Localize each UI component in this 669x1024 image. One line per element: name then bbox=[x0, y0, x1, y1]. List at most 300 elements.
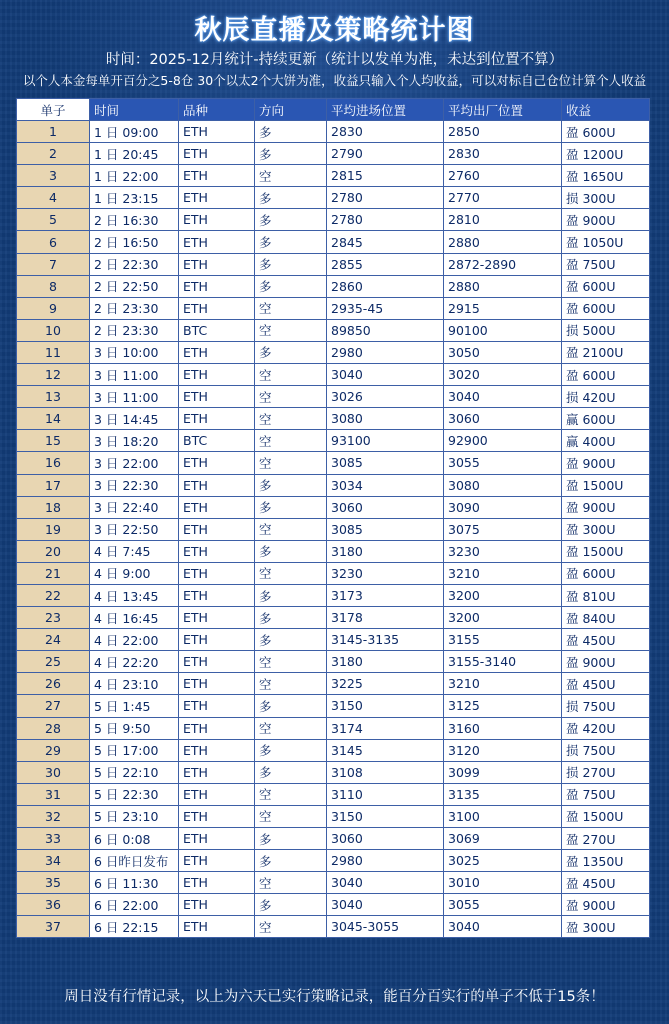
table-row bbox=[17, 143, 650, 165]
cell-time: 2 日 16:50 bbox=[90, 231, 179, 253]
footer-note: 周日没有行情记录，以上为六天已实行策略记录，能百分百实行的单子不低于15条！ bbox=[64, 989, 605, 1005]
cell-profit: 盈 270U bbox=[562, 828, 650, 850]
cell-profit: 盈 1650U bbox=[562, 165, 650, 187]
cell-entry: 3174 bbox=[327, 717, 444, 739]
cell-profit: 盈 810U bbox=[562, 584, 650, 606]
table-row bbox=[17, 739, 650, 761]
cell-asset: ETH bbox=[179, 364, 255, 386]
cell-asset: ETH bbox=[179, 562, 255, 584]
cell-direction: 多 bbox=[255, 828, 327, 850]
table-row bbox=[17, 275, 650, 297]
cell-asset: ETH bbox=[179, 651, 255, 673]
cell-entry: 2790 bbox=[327, 143, 444, 165]
cell-profit: 盈 900U bbox=[562, 496, 650, 518]
cell-time: 6 日昨日发布 bbox=[90, 850, 179, 872]
cell-entry: 3180 bbox=[327, 651, 444, 673]
cell-id: 9 bbox=[17, 297, 90, 319]
cell-time: 3 日 18:20 bbox=[90, 430, 179, 452]
cell-profit: 损 420U bbox=[562, 386, 650, 408]
cell-direction: 多 bbox=[255, 739, 327, 761]
cell-direction: 多 bbox=[255, 761, 327, 783]
table-row bbox=[17, 607, 650, 629]
cell-direction: 空 bbox=[255, 165, 327, 187]
cell-id: 8 bbox=[17, 275, 90, 297]
cell-time: 1 日 23:15 bbox=[90, 187, 179, 209]
table-row bbox=[17, 187, 650, 209]
cell-direction: 多 bbox=[255, 850, 327, 872]
cell-entry: 3145-3135 bbox=[327, 629, 444, 651]
table-row bbox=[17, 474, 650, 496]
cell-id: 24 bbox=[17, 629, 90, 651]
cell-profit: 盈 420U bbox=[562, 717, 650, 739]
cell-exit: 3020 bbox=[444, 364, 562, 386]
trade-table-container bbox=[16, 98, 649, 938]
cell-direction: 多 bbox=[255, 629, 327, 651]
table-row bbox=[17, 783, 650, 805]
table-row bbox=[17, 761, 650, 783]
cell-asset: ETH bbox=[179, 916, 255, 938]
cell-exit: 3230 bbox=[444, 540, 562, 562]
cell-exit: 3125 bbox=[444, 695, 562, 717]
cell-direction: 空 bbox=[255, 717, 327, 739]
cell-time: 3 日 14:45 bbox=[90, 408, 179, 430]
cell-time: 4 日 13:45 bbox=[90, 584, 179, 606]
cell-id: 36 bbox=[17, 894, 90, 916]
cell-id: 4 bbox=[17, 187, 90, 209]
cell-time: 5 日 22:10 bbox=[90, 761, 179, 783]
cell-asset: ETH bbox=[179, 496, 255, 518]
cell-exit: 2880 bbox=[444, 231, 562, 253]
cell-exit: 3010 bbox=[444, 872, 562, 894]
cell-exit: 90100 bbox=[444, 319, 562, 341]
cell-exit: 3050 bbox=[444, 341, 562, 363]
table-row bbox=[17, 121, 650, 143]
cell-profit: 盈 900U bbox=[562, 452, 650, 474]
table-row bbox=[17, 408, 650, 430]
cell-direction: 多 bbox=[255, 496, 327, 518]
cell-exit: 3160 bbox=[444, 717, 562, 739]
cell-direction: 空 bbox=[255, 805, 327, 827]
cell-id: 30 bbox=[17, 761, 90, 783]
cell-time: 6 日 0:08 bbox=[90, 828, 179, 850]
cell-profit: 盈 600U bbox=[562, 297, 650, 319]
cell-exit: 3210 bbox=[444, 673, 562, 695]
cell-profit: 盈 450U bbox=[562, 872, 650, 894]
cell-asset: ETH bbox=[179, 805, 255, 827]
cell-exit: 2915 bbox=[444, 297, 562, 319]
column-header-asset: 品种 bbox=[179, 99, 255, 121]
cell-entry: 2980 bbox=[327, 850, 444, 872]
cell-direction: 多 bbox=[255, 894, 327, 916]
column-header-entry: 平均进场位置 bbox=[327, 99, 444, 121]
cell-exit: 3210 bbox=[444, 562, 562, 584]
cell-id: 28 bbox=[17, 717, 90, 739]
cell-time: 5 日 17:00 bbox=[90, 739, 179, 761]
cell-direction: 多 bbox=[255, 341, 327, 363]
cell-time: 3 日 11:00 bbox=[90, 364, 179, 386]
cell-direction: 空 bbox=[255, 916, 327, 938]
cell-profit: 盈 900U bbox=[562, 209, 650, 231]
cell-entry: 93100 bbox=[327, 430, 444, 452]
cell-profit: 盈 300U bbox=[562, 518, 650, 540]
cell-asset: ETH bbox=[179, 253, 255, 275]
table-row bbox=[17, 386, 650, 408]
cell-asset: ETH bbox=[179, 629, 255, 651]
cell-id: 10 bbox=[17, 319, 90, 341]
cell-profit: 盈 900U bbox=[562, 894, 650, 916]
cell-time: 4 日 22:00 bbox=[90, 629, 179, 651]
cell-exit: 2830 bbox=[444, 143, 562, 165]
column-header-profit: 收益 bbox=[562, 99, 650, 121]
cell-direction: 空 bbox=[255, 651, 327, 673]
cell-asset: ETH bbox=[179, 518, 255, 540]
cell-profit: 盈 1350U bbox=[562, 850, 650, 872]
table-row bbox=[17, 253, 650, 275]
cell-profit: 损 750U bbox=[562, 739, 650, 761]
cell-asset: ETH bbox=[179, 187, 255, 209]
cell-direction: 多 bbox=[255, 143, 327, 165]
cell-entry: 3180 bbox=[327, 540, 444, 562]
cell-direction: 多 bbox=[255, 540, 327, 562]
cell-exit: 2810 bbox=[444, 209, 562, 231]
cell-direction: 空 bbox=[255, 408, 327, 430]
cell-id: 20 bbox=[17, 540, 90, 562]
cell-exit: 2850 bbox=[444, 121, 562, 143]
cell-profit: 盈 1050U bbox=[562, 231, 650, 253]
cell-entry: 3225 bbox=[327, 673, 444, 695]
table-row bbox=[17, 916, 650, 938]
cell-direction: 空 bbox=[255, 673, 327, 695]
cell-time: 4 日 16:45 bbox=[90, 607, 179, 629]
cell-asset: ETH bbox=[179, 761, 255, 783]
cell-entry: 3150 bbox=[327, 695, 444, 717]
cell-entry: 2860 bbox=[327, 275, 444, 297]
cell-entry: 2780 bbox=[327, 209, 444, 231]
cell-time: 6 日 22:00 bbox=[90, 894, 179, 916]
cell-exit: 3040 bbox=[444, 916, 562, 938]
cell-time: 1 日 20:45 bbox=[90, 143, 179, 165]
table-row bbox=[17, 872, 650, 894]
cell-id: 1 bbox=[17, 121, 90, 143]
cell-direction: 空 bbox=[255, 364, 327, 386]
cell-id: 15 bbox=[17, 430, 90, 452]
cell-direction: 多 bbox=[255, 187, 327, 209]
cell-asset: ETH bbox=[179, 275, 255, 297]
table-row bbox=[17, 430, 650, 452]
cell-time: 3 日 22:40 bbox=[90, 496, 179, 518]
cell-id: 23 bbox=[17, 607, 90, 629]
cell-exit: 3100 bbox=[444, 805, 562, 827]
cell-direction: 多 bbox=[255, 607, 327, 629]
cell-entry: 2830 bbox=[327, 121, 444, 143]
cell-direction: 多 bbox=[255, 695, 327, 717]
cell-asset: ETH bbox=[179, 408, 255, 430]
cell-time: 2 日 22:30 bbox=[90, 253, 179, 275]
cell-asset: ETH bbox=[179, 828, 255, 850]
cell-id: 6 bbox=[17, 231, 90, 253]
cell-direction: 多 bbox=[255, 253, 327, 275]
cell-direction: 空 bbox=[255, 386, 327, 408]
cell-entry: 3060 bbox=[327, 496, 444, 518]
cell-time: 2 日 22:50 bbox=[90, 275, 179, 297]
cell-exit: 3025 bbox=[444, 850, 562, 872]
cell-asset: ETH bbox=[179, 584, 255, 606]
table-row bbox=[17, 364, 650, 386]
cell-asset: ETH bbox=[179, 341, 255, 363]
cell-time: 5 日 9:50 bbox=[90, 717, 179, 739]
cell-time: 2 日 16:30 bbox=[90, 209, 179, 231]
cell-profit: 盈 2100U bbox=[562, 341, 650, 363]
cell-profit: 盈 450U bbox=[562, 673, 650, 695]
cell-id: 5 bbox=[17, 209, 90, 231]
cell-id: 35 bbox=[17, 872, 90, 894]
table-row bbox=[17, 231, 650, 253]
table-row bbox=[17, 562, 650, 584]
cell-profit: 盈 600U bbox=[562, 121, 650, 143]
cell-asset: ETH bbox=[179, 739, 255, 761]
table-row bbox=[17, 651, 650, 673]
cell-direction: 多 bbox=[255, 275, 327, 297]
cell-exit: 2872-2890 bbox=[444, 253, 562, 275]
cell-direction: 空 bbox=[255, 452, 327, 474]
cell-asset: ETH bbox=[179, 474, 255, 496]
cell-asset: ETH bbox=[179, 673, 255, 695]
cell-direction: 空 bbox=[255, 872, 327, 894]
cell-entry: 2855 bbox=[327, 253, 444, 275]
cell-exit: 3055 bbox=[444, 452, 562, 474]
cell-id: 33 bbox=[17, 828, 90, 850]
cell-id: 14 bbox=[17, 408, 90, 430]
cell-profit: 损 750U bbox=[562, 695, 650, 717]
cell-asset: ETH bbox=[179, 607, 255, 629]
cell-profit: 盈 750U bbox=[562, 783, 650, 805]
cell-time: 1 日 09:00 bbox=[90, 121, 179, 143]
cell-id: 19 bbox=[17, 518, 90, 540]
cell-entry: 2845 bbox=[327, 231, 444, 253]
table-row bbox=[17, 805, 650, 827]
table-row bbox=[17, 319, 650, 341]
cell-exit: 3090 bbox=[444, 496, 562, 518]
page-title: 秋辰直播及策略统计图 bbox=[194, 15, 475, 46]
cell-asset: ETH bbox=[179, 452, 255, 474]
cell-id: 18 bbox=[17, 496, 90, 518]
cell-entry: 3145 bbox=[327, 739, 444, 761]
table-row bbox=[17, 850, 650, 872]
cell-exit: 2770 bbox=[444, 187, 562, 209]
cell-id: 3 bbox=[17, 165, 90, 187]
cell-time: 3 日 22:00 bbox=[90, 452, 179, 474]
cell-entry: 3040 bbox=[327, 894, 444, 916]
cell-direction: 空 bbox=[255, 783, 327, 805]
table-row bbox=[17, 695, 650, 717]
table-row bbox=[17, 540, 650, 562]
cell-exit: 2760 bbox=[444, 165, 562, 187]
cell-entry: 3060 bbox=[327, 828, 444, 850]
cell-entry: 3085 bbox=[327, 452, 444, 474]
cell-asset: ETH bbox=[179, 783, 255, 805]
cell-profit: 盈 300U bbox=[562, 916, 650, 938]
cell-exit: 3099 bbox=[444, 761, 562, 783]
cell-id: 37 bbox=[17, 916, 90, 938]
cell-id: 17 bbox=[17, 474, 90, 496]
cell-time: 3 日 10:00 bbox=[90, 341, 179, 363]
cell-id: 13 bbox=[17, 386, 90, 408]
cell-entry: 2935-45 bbox=[327, 297, 444, 319]
page-note: 以个人本金每单开百分之5-8仓 30个以太2个大饼为准，收益只输入个人均收益，可以对标自己仓位计算个人收益 bbox=[22, 73, 647, 88]
table-row bbox=[17, 297, 650, 319]
cell-exit: 3200 bbox=[444, 607, 562, 629]
cell-time: 5 日 1:45 bbox=[90, 695, 179, 717]
cell-exit: 3155-3140 bbox=[444, 651, 562, 673]
cell-profit: 盈 1500U bbox=[562, 474, 650, 496]
cell-direction: 多 bbox=[255, 474, 327, 496]
table-header-row bbox=[17, 99, 650, 121]
cell-asset: ETH bbox=[179, 231, 255, 253]
cell-id: 27 bbox=[17, 695, 90, 717]
cell-id: 31 bbox=[17, 783, 90, 805]
table-row bbox=[17, 341, 650, 363]
cell-profit: 盈 750U bbox=[562, 253, 650, 275]
cell-time: 3 日 11:00 bbox=[90, 386, 179, 408]
cell-time: 4 日 7:45 bbox=[90, 540, 179, 562]
cell-exit: 3200 bbox=[444, 584, 562, 606]
cell-id: 25 bbox=[17, 651, 90, 673]
cell-entry: 3085 bbox=[327, 518, 444, 540]
cell-id: 12 bbox=[17, 364, 90, 386]
cell-id: 2 bbox=[17, 143, 90, 165]
cell-asset: ETH bbox=[179, 872, 255, 894]
cell-asset: ETH bbox=[179, 386, 255, 408]
cell-asset: ETH bbox=[179, 297, 255, 319]
column-header-time: 时间 bbox=[90, 99, 179, 121]
table-row bbox=[17, 584, 650, 606]
cell-id: 29 bbox=[17, 739, 90, 761]
cell-id: 26 bbox=[17, 673, 90, 695]
cell-exit: 2880 bbox=[444, 275, 562, 297]
cell-exit: 3060 bbox=[444, 408, 562, 430]
cell-profit: 损 270U bbox=[562, 761, 650, 783]
cell-profit: 盈 1500U bbox=[562, 805, 650, 827]
table-row bbox=[17, 518, 650, 540]
table-row bbox=[17, 165, 650, 187]
cell-asset: BTC bbox=[179, 430, 255, 452]
cell-profit: 盈 1500U bbox=[562, 540, 650, 562]
cell-time: 3 日 22:30 bbox=[90, 474, 179, 496]
cell-entry: 3178 bbox=[327, 607, 444, 629]
cell-id: 7 bbox=[17, 253, 90, 275]
cell-entry: 2980 bbox=[327, 341, 444, 363]
trade-table bbox=[16, 98, 650, 938]
table-row bbox=[17, 629, 650, 651]
cell-time: 5 日 23:10 bbox=[90, 805, 179, 827]
cell-entry: 2780 bbox=[327, 187, 444, 209]
cell-entry: 3108 bbox=[327, 761, 444, 783]
cell-exit: 3135 bbox=[444, 783, 562, 805]
cell-asset: ETH bbox=[179, 165, 255, 187]
cell-exit: 92900 bbox=[444, 430, 562, 452]
cell-time: 4 日 9:00 bbox=[90, 562, 179, 584]
cell-profit: 赢 600U bbox=[562, 408, 650, 430]
cell-profit: 盈 450U bbox=[562, 629, 650, 651]
cell-time: 4 日 23:10 bbox=[90, 673, 179, 695]
cell-asset: BTC bbox=[179, 319, 255, 341]
cell-profit: 盈 600U bbox=[562, 275, 650, 297]
cell-direction: 空 bbox=[255, 430, 327, 452]
cell-entry: 3026 bbox=[327, 386, 444, 408]
table-body bbox=[17, 121, 650, 938]
cell-profit: 损 500U bbox=[562, 319, 650, 341]
cell-direction: 空 bbox=[255, 319, 327, 341]
cell-time: 4 日 22:20 bbox=[90, 651, 179, 673]
cell-exit: 3069 bbox=[444, 828, 562, 850]
cell-entry: 3080 bbox=[327, 408, 444, 430]
table-row bbox=[17, 717, 650, 739]
cell-profit: 盈 600U bbox=[562, 364, 650, 386]
cell-entry: 89850 bbox=[327, 319, 444, 341]
cell-exit: 3055 bbox=[444, 894, 562, 916]
cell-entry: 3045-3055 bbox=[327, 916, 444, 938]
cell-entry: 3034 bbox=[327, 474, 444, 496]
cell-asset: ETH bbox=[179, 143, 255, 165]
cell-time: 1 日 22:00 bbox=[90, 165, 179, 187]
cell-time: 5 日 22:30 bbox=[90, 783, 179, 805]
cell-direction: 多 bbox=[255, 231, 327, 253]
cell-id: 32 bbox=[17, 805, 90, 827]
cell-entry: 3040 bbox=[327, 872, 444, 894]
column-header-direction: 方向 bbox=[255, 99, 327, 121]
page-subtitle: 时间：2025-12月统计-持续更新（统计以发单为准，未达到位置不算） bbox=[105, 52, 564, 68]
cell-id: 16 bbox=[17, 452, 90, 474]
cell-profit: 损 300U bbox=[562, 187, 650, 209]
cell-id: 21 bbox=[17, 562, 90, 584]
cell-asset: ETH bbox=[179, 121, 255, 143]
cell-entry: 3230 bbox=[327, 562, 444, 584]
cell-entry: 2815 bbox=[327, 165, 444, 187]
cell-profit: 盈 900U bbox=[562, 651, 650, 673]
cell-id: 11 bbox=[17, 341, 90, 363]
cell-exit: 3075 bbox=[444, 518, 562, 540]
table-row bbox=[17, 894, 650, 916]
cell-direction: 空 bbox=[255, 518, 327, 540]
cell-time: 2 日 23:30 bbox=[90, 297, 179, 319]
table-row bbox=[17, 452, 650, 474]
cell-time: 6 日 22:15 bbox=[90, 916, 179, 938]
cell-direction: 空 bbox=[255, 297, 327, 319]
cell-profit: 盈 600U bbox=[562, 562, 650, 584]
table-row bbox=[17, 496, 650, 518]
table-row bbox=[17, 673, 650, 695]
cell-time: 3 日 22:50 bbox=[90, 518, 179, 540]
cell-entry: 3040 bbox=[327, 364, 444, 386]
cell-exit: 3040 bbox=[444, 386, 562, 408]
cell-id: 34 bbox=[17, 850, 90, 872]
cell-asset: ETH bbox=[179, 850, 255, 872]
table-row bbox=[17, 828, 650, 850]
cell-id: 22 bbox=[17, 584, 90, 606]
cell-asset: ETH bbox=[179, 695, 255, 717]
cell-entry: 3173 bbox=[327, 584, 444, 606]
cell-profit: 盈 840U bbox=[562, 607, 650, 629]
cell-direction: 多 bbox=[255, 209, 327, 231]
cell-exit: 3120 bbox=[444, 739, 562, 761]
cell-direction: 多 bbox=[255, 121, 327, 143]
cell-profit: 赢 400U bbox=[562, 430, 650, 452]
column-header-id: 单子 bbox=[17, 99, 90, 121]
cell-time: 2 日 23:30 bbox=[90, 319, 179, 341]
cell-entry: 3150 bbox=[327, 805, 444, 827]
cell-asset: ETH bbox=[179, 894, 255, 916]
cell-asset: ETH bbox=[179, 717, 255, 739]
